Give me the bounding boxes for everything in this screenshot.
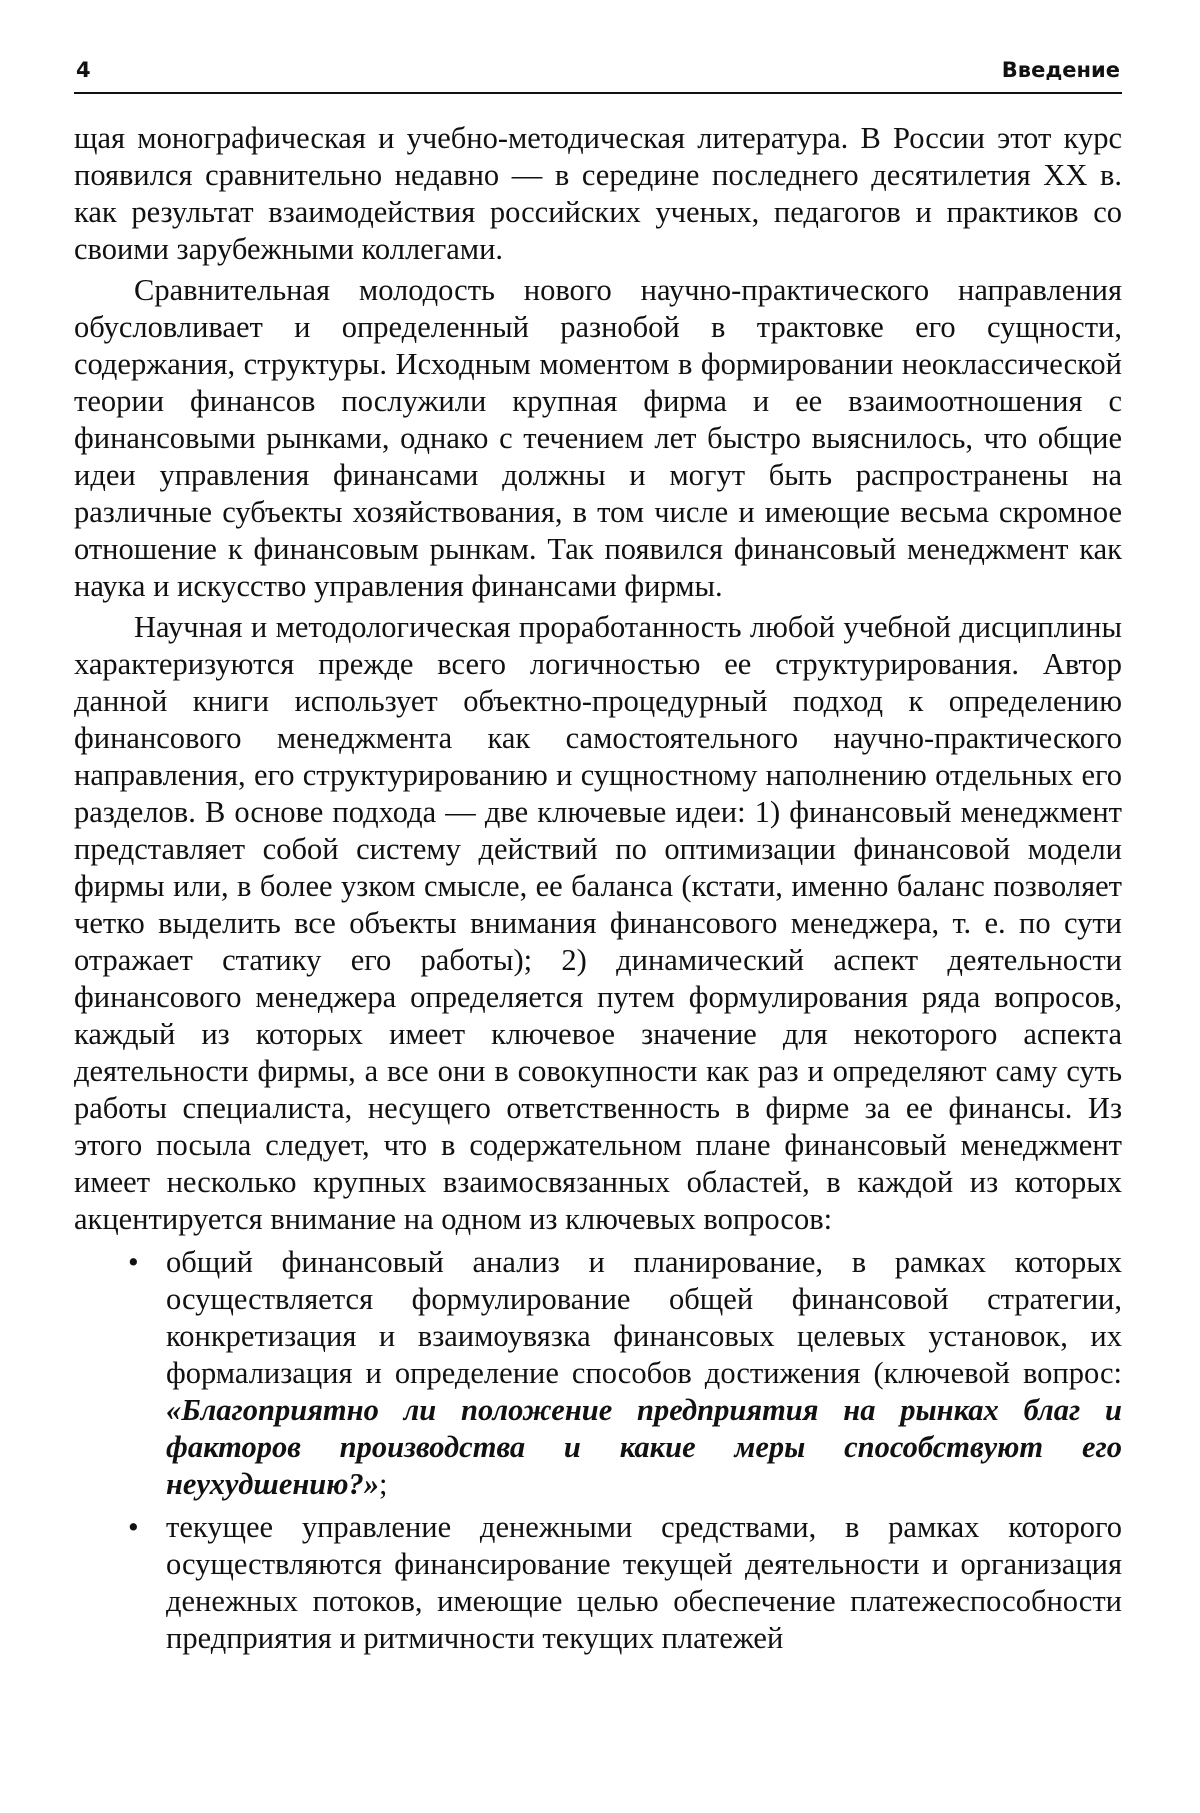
list-item-text: общий финансовый анализ и планирование, в рамках которых осуществляется формулирование общей финансовой стратегии, конкретизация и взаимоувязка финансовых целевых установок, их формализация и определение способов достижения (ключевой вопрос:: [166, 1245, 1122, 1390]
list-item: [74, 1509, 1122, 1657]
list-item-text: текущее управление денежными средствами, в рамках которого осуществляются финансирование текущей деятельности и организация денежных потоков, имеющие целью обеспечение платежеспособности предприятия и ритмичности текущих платежей: [166, 1510, 1122, 1655]
document-page: [74, 58, 1122, 1663]
list-item-tail: ;: [379, 1467, 388, 1501]
paragraph: щая монографическая и учебно-методическая литература. В России этот курс появился сравнительно недавно — в середине последнего десятилетия XX в. как результат взаимодействия российских ученых, педагогов и практиков со своими зарубежными коллегами.: [74, 121, 1122, 266]
bullet-list: [74, 1244, 1122, 1657]
bullet-marker: •: [128, 1510, 139, 1544]
page-number: 4: [76, 58, 91, 82]
list-item: [74, 1244, 1122, 1503]
paragraph: Научная и методологическая проработанность любой учебной дисциплины характеризуются прежде всего логичностью ее структурирования. Автор данной книги использует объектно-процедурный подход к определению финансового менеджмента как самостоятельного научно-практического направления, его структурированию и сущностному наполнению отдельных его разделов. В основе подхода — две ключевые идеи: 1) финансовый менеджмент представляет собой систему действий по оптимизации финансовой модели фирмы или, в более узком смысле, ее баланса (кстати, именно баланс позволяет четко выделить все объекты внимания финансового менеджера, т. е. по сути отражает статику его работы); 2) динамический аспект деятельности финансового менеджера определяется путем формулирования ряда вопросов, каждый из которых имеет ключевое значение для некоторого аспекта деятельности фирмы, а все они в совокупности как раз и определяют саму суть работы специалиста, несущего ответственность в фирме за ее финансы. Из этого посыла следует, что в содержательном плане финансовый менеджмент имеет несколько крупных взаимосвязанных областей, в каждой из которых акцентируется внимание на одном из ключевых вопросов:: [74, 610, 1122, 1236]
body-text: [74, 120, 1122, 1657]
bullet-marker: •: [128, 1245, 139, 1279]
key-question: «Благоприятно ли положение предприятия на рынках благ и факторов производства и какие меры способствуют его неухудшению?»: [166, 1393, 1122, 1501]
section-title: Введение: [1001, 58, 1120, 82]
running-header: [74, 58, 1122, 94]
paragraph: Сравнительная молодость нового научно-практического направления обусловливает и определенный разнобой в трактовке его сущности, содержания, структуры. Исходным моментом в формировании неоклассической теории финансов послужили крупная фирма и ее взаимоотношения с финансовыми рынками, однако с течением лет быстро выяснилось, что общие идеи управления финансами должны и могут быть распространены на различные субъекты хозяйствования, в том числе и имеющие весьма скромное отношение к финансовым рынкам. Так появился финансовый менеджмент как наука и искусство управления финансами фирмы.: [74, 273, 1122, 603]
